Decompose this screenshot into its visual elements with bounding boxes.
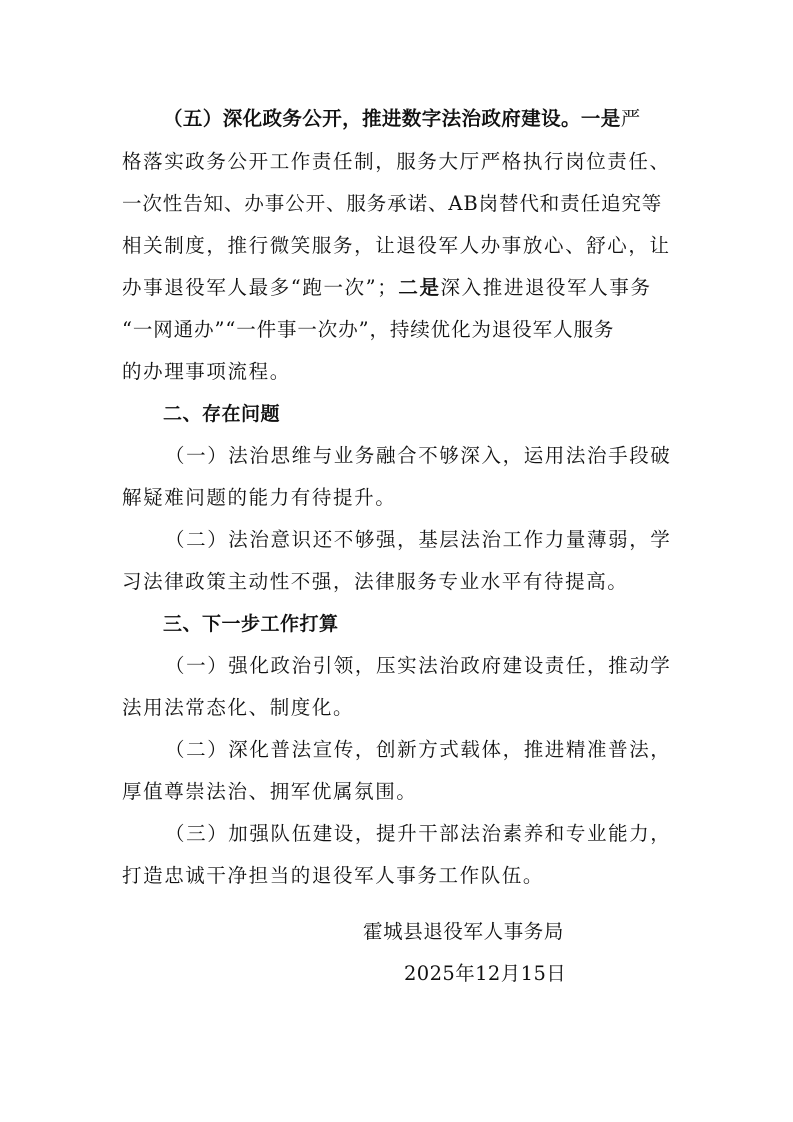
section5-line2: 格落实政务公开工作责任制，服务大厅严格执行岗位责任、 [122,150,671,173]
section5-line5-b: 深入推进退役军人事务 [440,276,652,299]
plans-item2-line2: 厚值尊崇法治、拥军优属氛围。 [122,780,418,803]
signature-date: 2025年12月15日 [404,962,567,985]
problems-item1-line2: 解疑难问题的能力有待提升。 [122,486,397,509]
section5-title: （五）深化政务公开，推进数字法治政府建设。 [163,107,581,130]
problems-heading: 二、存在问题 [163,403,281,425]
section5-line4: 相关制度，推行微笑服务，让退役军人办事放心、舒心，让 [122,234,671,257]
section5-line6: “一网通办”“一件事一次办”，持续优化为退役军人服务 [122,318,615,341]
section5-two-label: 二是 [398,276,441,299]
section5-line3: 一次性告知、办事公开、服务承诺、AB岗替代和责任追究等 [122,192,663,215]
section5-one-label: 一是 [580,107,621,130]
section5-line7: 的办理事项流程。 [122,360,291,383]
plans-item1-line1: （一）强化政治引领，压实法治政府建设责任，推动学 [165,654,672,677]
section5-line1-tail: 严 [620,107,641,130]
problems-item2-line2: 习法律政策主动性不强，法律服务专业水平有待提高。 [122,570,629,593]
plans-item3-line1: （三）加强队伍建设，提升干部法治素养和专业能力， [165,822,672,845]
plans-item2-line1: （二）深化普法宣传，创新方式载体，推进精准普法， [165,738,672,761]
problems-item2-line1: （二）法治意识还不够强，基层法治工作力量薄弱，学 [165,528,672,551]
plans-item3-line2: 打造忠诚干净担当的退役军人事务工作队伍。 [122,864,545,887]
problems-item1-line1: （一）法治思维与业务融合不够深入，运用法治手段破 [165,444,672,467]
section5-line5 [122,268,682,308]
section5-line5-a: 办事退役军人最多“跑一次”； [122,276,399,299]
plans-heading: 三、下一步工作打算 [163,613,339,635]
section5-line1 [163,99,723,139]
plans-item1-line2: 法用法常态化、制度化。 [122,696,355,719]
signature-org: 霍城县退役军人事务局 [363,920,565,943]
